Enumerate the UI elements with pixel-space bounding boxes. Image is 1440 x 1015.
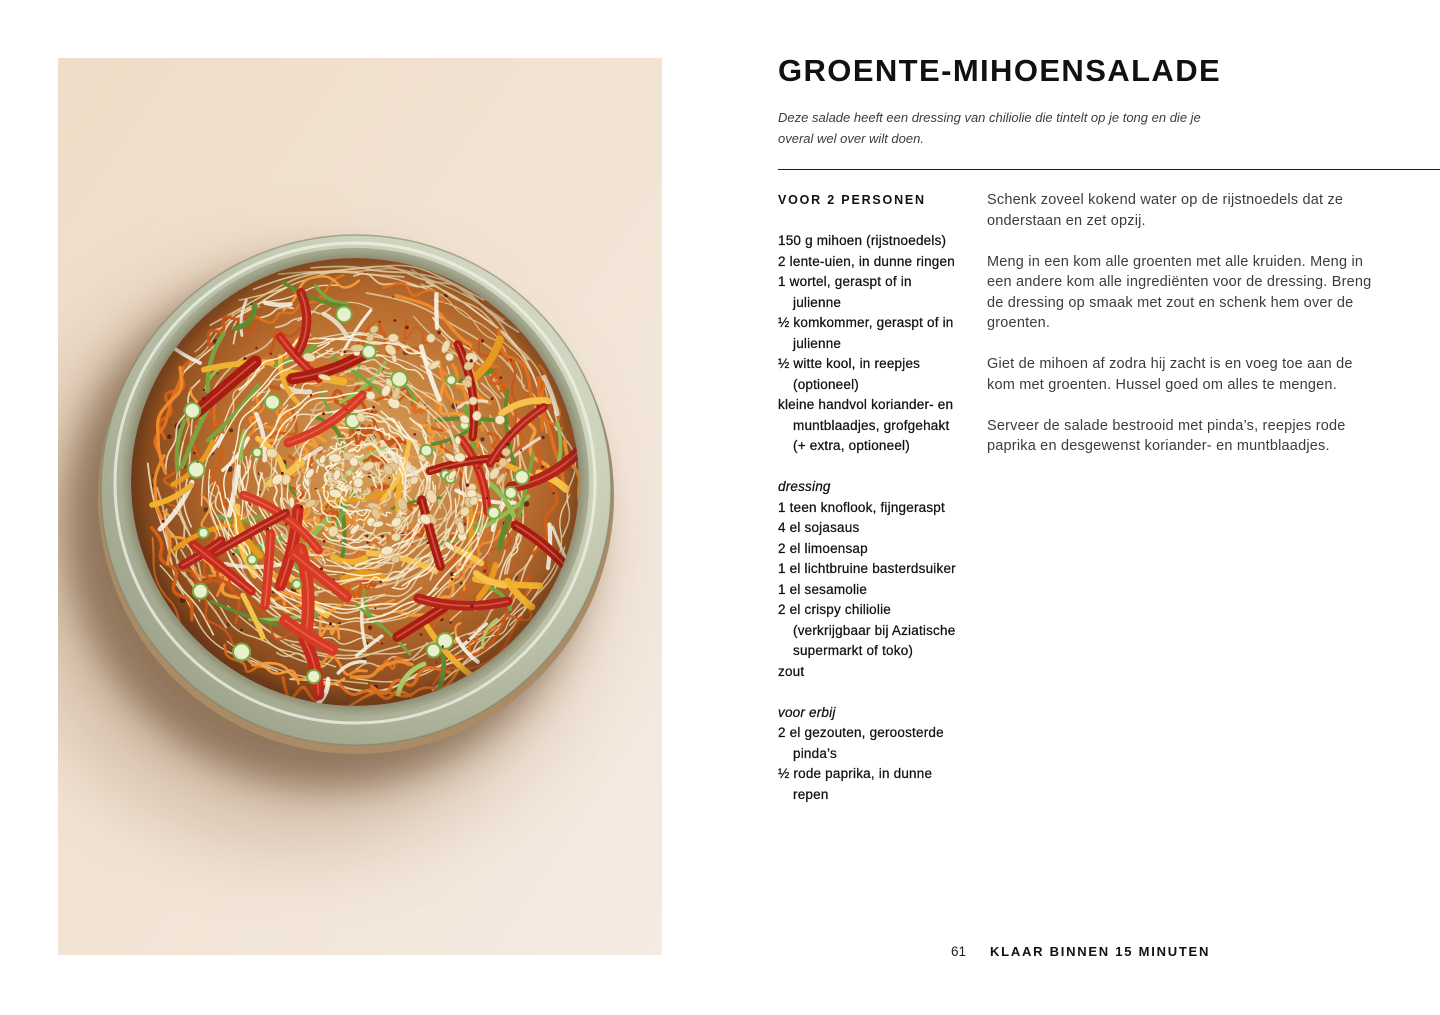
method-step — [987, 190, 1427, 231]
chili-fleck — [470, 359, 473, 362]
ingredient-item — [778, 580, 978, 601]
peanut-piece — [388, 333, 399, 343]
ingredient-line: ½ rode paprika, in dunne — [778, 766, 933, 781]
method-step-line: Schenk zoveel kokend water op de rijstnoedels dat ze — [987, 192, 1344, 208]
ingredient-item — [778, 231, 978, 252]
ingredient-line: ½ komkommer, geraspt of in — [778, 315, 954, 330]
scallion-ring — [198, 528, 208, 538]
ingredient-item — [778, 252, 978, 273]
ingredient-line: 2 el crispy chiliolie — [778, 602, 891, 617]
chili-fleck — [255, 347, 257, 349]
chili-fleck — [405, 326, 409, 330]
chili-fleck — [343, 350, 346, 353]
method-step-line: Giet de mihoen af zodra hij zacht is en voeg toe aan de — [987, 356, 1353, 372]
ingredient-line: 2 el limoensap — [778, 540, 868, 556]
servings-heading: VOOR 2 PERSONEN — [778, 193, 926, 207]
chili-fleck — [322, 412, 325, 415]
chili-fleck — [420, 633, 423, 636]
scallion-ring — [193, 584, 208, 599]
ingredient-line: 2 el gezouten, geroosterde — [778, 725, 944, 740]
chili-fleck — [392, 296, 394, 298]
chili-fleck — [366, 535, 369, 538]
chili-fleck — [232, 553, 235, 556]
chili-fleck — [229, 428, 233, 432]
chili-fleck — [217, 372, 219, 374]
scallion-ring — [362, 345, 376, 359]
chili-fleck — [372, 406, 375, 409]
ingredient-continuation-line: (+ extra, optioneel) — [793, 438, 910, 453]
ingredient-item — [778, 662, 978, 683]
cabbage-strip — [436, 294, 437, 328]
scallion-ring — [233, 644, 250, 661]
ingredient-continuation-line: julienne — [793, 294, 842, 310]
chili-fleck — [323, 540, 326, 543]
ingredient-item — [778, 518, 978, 539]
chili-fleck — [259, 491, 261, 493]
chili-fleck — [340, 541, 342, 543]
chili-fleck — [202, 397, 205, 400]
ingredient-line: 2 lente-uien, in dunne ringen — [778, 253, 955, 269]
method-step — [987, 252, 1427, 334]
chili-fleck — [413, 433, 416, 436]
scallion-ring — [488, 507, 500, 519]
chili-fleck — [203, 389, 205, 391]
chili-fleck — [167, 434, 172, 439]
cabbage-strip — [265, 303, 290, 305]
ingredient-group — [778, 231, 978, 457]
method-step — [987, 416, 1427, 457]
chili-fleck — [437, 331, 441, 335]
recipe-intro — [778, 107, 1201, 149]
page-number: 61 — [951, 944, 967, 959]
ingredient-item — [778, 272, 978, 313]
chili-fleck — [371, 411, 373, 413]
ingredient-line: 1 el lichtbruine basterdsuiker — [778, 561, 956, 576]
chili-fleck — [320, 567, 323, 570]
ingredient-line: 1 wortel, geraspt of in — [778, 274, 912, 289]
scallion-ring — [446, 375, 456, 385]
recipe-title: GROENTE-MIHOENSALADE — [778, 53, 1222, 88]
method-step-line: Serveer de salade bestrooid met pinda’s, reepjes rode — [987, 417, 1346, 434]
chili-fleck — [379, 581, 382, 584]
ingredient-item — [778, 313, 978, 354]
ingredient-line: 150 g mihoen (rijstnoedels) — [778, 233, 947, 248]
ingredient-continuation-line: pinda’s — [793, 745, 837, 761]
chili-fleck — [466, 483, 469, 486]
section-title: KLAAR BINNEN 15 MINUTEN — [990, 944, 1211, 959]
ingredient-list — [778, 190, 978, 805]
ingredient-group — [778, 703, 978, 806]
ingredient-continuation-line: julienne — [793, 335, 842, 351]
chili-fleck — [491, 397, 494, 400]
chili-fleck — [509, 432, 511, 434]
ingredient-item — [778, 723, 978, 764]
chili-fleck — [541, 466, 544, 469]
ingredient-item — [778, 498, 978, 519]
chili-fleck — [346, 409, 348, 411]
ingredient-group-heading: voor erbij — [778, 704, 836, 720]
ingredient-groups — [778, 231, 978, 805]
ingredient-item — [778, 600, 978, 662]
chili-fleck — [249, 503, 251, 505]
method-step-line: een andere kom alle ingrediënten voor de dressing. Breng — [987, 274, 1372, 290]
chili-fleck — [537, 405, 539, 407]
chili-fleck — [442, 645, 444, 647]
method-step-line: paprika en desgewenst koriander- en muntblaadjes. — [987, 438, 1330, 454]
chili-fleck — [281, 472, 284, 475]
chili-fleck — [329, 622, 332, 625]
chili-fleck — [379, 321, 381, 323]
chili-fleck — [300, 505, 303, 508]
ingredient-line: ½ witte kool, in reepjes — [778, 356, 921, 371]
peanut-piece — [495, 415, 505, 425]
scallion-ring — [505, 487, 517, 499]
ingredient-item — [778, 764, 978, 805]
scallion-ring — [188, 461, 204, 477]
intro-line: Deze salade heeft een dressing van chiliolie die tintelt op je tong en die je — [778, 110, 1201, 125]
ingredient-line: 1 teen knoflook, fijngeraspt — [778, 499, 945, 515]
header-divider — [778, 169, 1440, 170]
method-step-line: Meng in een kom alle groenten met alle kruiden. Meng in — [987, 253, 1364, 270]
ingredient-line: zout — [778, 663, 805, 679]
chili-fleck — [240, 629, 243, 632]
ingredient-continuation-line: supermarkt of toko) — [793, 643, 914, 658]
ingredient-continuation-line: (verkrijgbaar bij Aziatische — [793, 622, 956, 638]
scallion-ring — [391, 371, 407, 387]
chili-fleck — [417, 502, 420, 505]
scallion-ring — [336, 307, 352, 323]
scallion-ring — [515, 470, 529, 484]
chili-fleck — [506, 443, 509, 446]
chili-fleck — [162, 520, 165, 523]
peanut-piece — [455, 436, 461, 445]
chili-fleck — [285, 523, 287, 525]
ingredient-line: 1 el sesamolie — [778, 581, 868, 597]
ingredient-line: 4 el sojasaus — [778, 520, 860, 535]
noodle-salad-photo — [58, 58, 662, 955]
method-step-line: onderstaan en zet opzij. — [987, 212, 1146, 229]
scallion-ring — [427, 644, 441, 658]
peanut-piece — [454, 453, 465, 462]
scallion-ring — [252, 448, 261, 457]
chili-fleck — [330, 506, 332, 508]
chili-fleck — [436, 662, 438, 664]
ingredient-continuation-line: (optioneel) — [793, 376, 859, 392]
chili-fleck — [393, 319, 396, 322]
chili-fleck — [388, 477, 390, 479]
scallion-ring — [247, 555, 257, 565]
peanut-piece — [499, 458, 508, 468]
method-step-line: kom met groenten. Hussel goed om alles te mengen. — [987, 376, 1337, 393]
chili-fleck — [514, 527, 517, 530]
ingredient-item — [778, 539, 978, 560]
method-steps — [987, 190, 1427, 457]
chili-fleck — [553, 492, 555, 494]
chili-fleck — [451, 578, 454, 581]
chili-fleck — [285, 543, 287, 545]
scallion-ring — [265, 395, 280, 410]
chili-fleck — [541, 436, 544, 439]
chili-fleck — [520, 449, 522, 451]
method-step-line: de dressing op smaak met zout en schenk hem over de — [987, 294, 1354, 311]
scallion-ring — [307, 670, 320, 683]
chili-fleck — [477, 467, 479, 469]
chili-fleck — [244, 357, 247, 360]
peanut-piece — [289, 497, 294, 508]
ingredient-line: kleine handvol koriander- en — [778, 397, 954, 412]
chili-fleck — [467, 639, 469, 641]
chili-fleck — [486, 497, 489, 500]
chili-fleck — [338, 622, 341, 625]
chili-fleck — [481, 339, 484, 342]
method-step-line: groenten. — [987, 315, 1051, 331]
chili-fleck — [310, 394, 313, 397]
ingredient-item — [778, 559, 978, 580]
page-footer — [940, 942, 1230, 962]
ingredient-continuation-line: repen — [793, 786, 829, 802]
chili-fleck — [197, 461, 199, 463]
chili-fleck — [470, 605, 473, 608]
chili-fleck — [368, 625, 372, 629]
ingredient-group-heading: dressing — [778, 479, 831, 494]
dish-photo — [58, 58, 662, 955]
intro-line: overal wel over wilt doen. — [778, 131, 924, 146]
ingredient-continuation-line: muntblaadjes, grofgehakt — [793, 417, 950, 433]
chili-fleck — [449, 621, 451, 623]
chili-fleck — [270, 353, 272, 355]
ingredient-item — [778, 395, 978, 457]
scallion-ring — [185, 403, 200, 418]
method-step — [987, 354, 1427, 395]
chili-fleck — [381, 642, 383, 644]
scallion-ring — [292, 580, 301, 589]
chili-fleck — [480, 437, 484, 441]
ingredient-item — [778, 354, 978, 395]
chili-fleck — [374, 607, 376, 609]
ingredient-group — [778, 477, 978, 682]
